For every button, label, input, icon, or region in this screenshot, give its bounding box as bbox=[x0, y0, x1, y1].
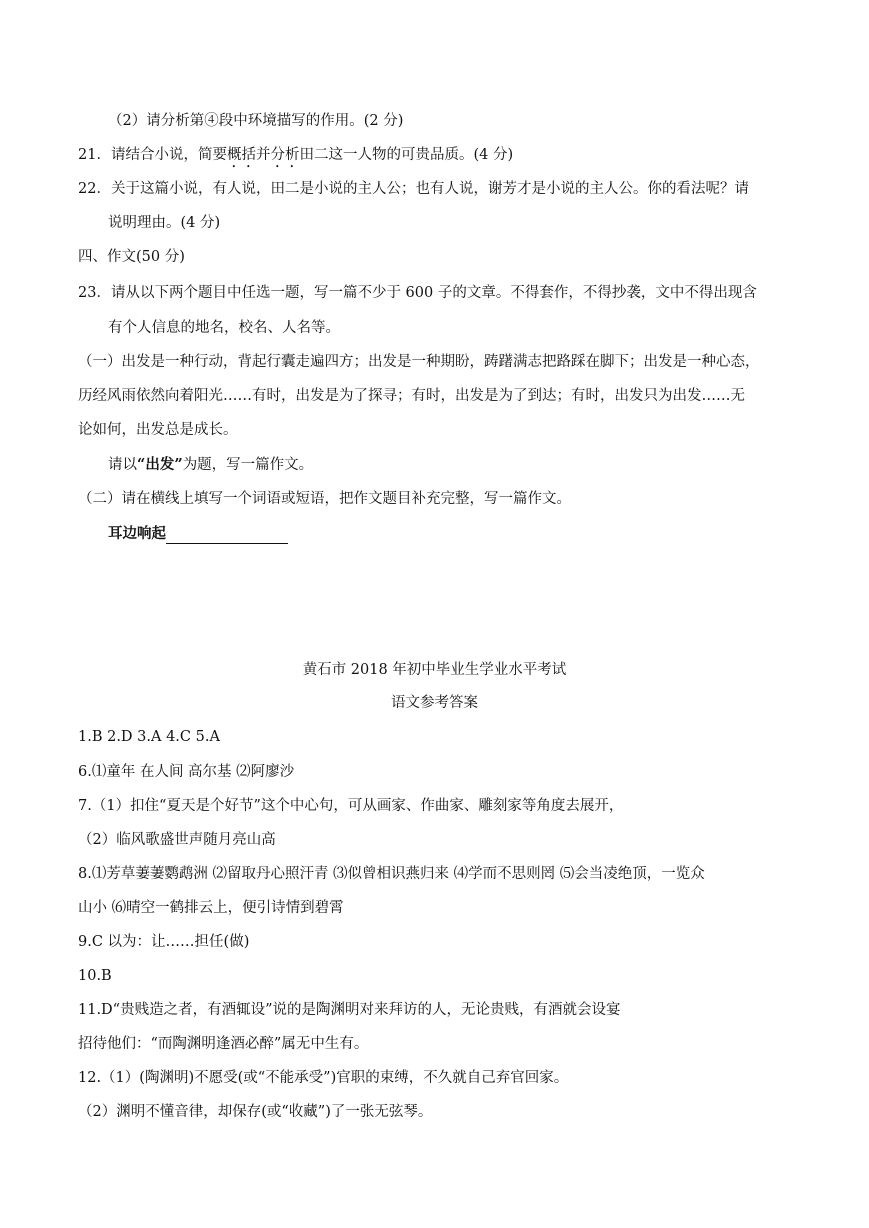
answer-header-2: 语文参考答案 bbox=[391, 695, 478, 711]
fill-in-blank-line bbox=[166, 527, 288, 544]
answer-header-1: 黄石市 2018 年初中毕业生学业水平考试 bbox=[302, 662, 567, 678]
answer-7-2: （2）临风歌盛世声随月亮山高 bbox=[78, 832, 276, 848]
question-23-line-1: 23．请从以下两个题目中任选一题，写一篇不少于 600 子的文章。不得套作，不得抄袭，文中不得出现含 bbox=[78, 285, 757, 301]
option-1-line-3: 论如何，出发总是成长。 bbox=[78, 422, 238, 438]
question-21-text-a: 21．请结合小说，简要 bbox=[78, 147, 227, 163]
question-21-text-b: 并 bbox=[255, 147, 271, 163]
answer-1-5: 1.B 2.D 3.A 4.C 5.A bbox=[78, 729, 220, 745]
question-23-line-2: 有个人信息的地名，校名、人名等。 bbox=[108, 320, 340, 336]
question-21-emphasis-b: 分析 bbox=[270, 147, 300, 163]
answer-12-2: （2）渊明不懂音律，却保存(或“收藏”)了一张无弦琴。 bbox=[78, 1104, 433, 1120]
option-1-title: “出发” bbox=[137, 456, 183, 473]
answer-8-line-2: 山小 ⑹晴空一鹤排云上，便引诗情到碧霄 bbox=[78, 900, 344, 916]
question-20-2: （2）请分析第④段中环境描写的作用。(2 分) bbox=[108, 113, 404, 129]
option-1-prompt bbox=[108, 455, 313, 475]
section-4-heading: 四、作文(50 分) bbox=[78, 249, 185, 265]
answer-9: 9.C 以为：让……担任(做) bbox=[78, 934, 250, 950]
option-2-line-1: （二）请在横线上填写一个词语或短语，把作文题目补充完整，写一篇作文。 bbox=[78, 491, 571, 507]
answer-8-line-1: 8.⑴芳草萋萋鹦鹉洲 ⑵留取丹心照汗青 ⑶似曾相识燕归来 ⑷学而不思则罔 ⑸会当凌绝顶，一览众 bbox=[78, 866, 705, 882]
option-1-prompt-pre: 请以 bbox=[108, 457, 137, 473]
question-22-line-2: 说明理由。(4 分) bbox=[108, 215, 221, 231]
option-2-title-text: 耳边响起 bbox=[108, 525, 166, 542]
question-21-text-c: 田二这一人物的可贵品质。(4 分) bbox=[299, 147, 514, 163]
question-21 bbox=[78, 145, 513, 171]
option-1-prompt-post: 为题，写一篇作文。 bbox=[182, 457, 314, 473]
answer-11-line-1: 11.D“贵贱造之者，有酒辄设”说的是陶渊明对来拜访的人，无论贵贱，有酒就会设宴 bbox=[78, 1002, 621, 1018]
question-21-emphasis-a: 概括 bbox=[226, 147, 256, 163]
option-2-title bbox=[108, 524, 288, 544]
answer-11-line-2: 招待他们：“而陶渊明逢酒必醉”属无中生有。 bbox=[78, 1036, 369, 1052]
answer-7-1: 7.（1）扣住“夏天是个好节”这个中心句，可从画家、作曲家、雕刻家等角度去展开， bbox=[78, 798, 624, 814]
option-1-line-2: 历经风雨依然向着阳光……有时，出发是为了探寻；有时，出发是为了到达；有时，出发只为出发……无 bbox=[78, 388, 745, 404]
option-1-line-1: （一）出发是一种行动，背起行囊走遍四方；出发是一种期盼，踌躇满志把路踩在脚下；出发是一种心态， bbox=[78, 354, 760, 370]
question-22-line-1: 22．关于这篇小说，有人说，田二是小说的主人公；也有人说，谢芳才是小说的主人公。你的看法呢？请 bbox=[78, 181, 749, 197]
answer-6: 6.⑴童年 在人间 高尔基 ⑵阿廖沙 bbox=[78, 764, 295, 780]
answer-12-1: 12.（1）(陶渊明)不愿受(或“不能承受”)官职的束缚，不久就自己弃官回家。 bbox=[78, 1070, 569, 1086]
answer-10: 10.B bbox=[78, 968, 112, 984]
